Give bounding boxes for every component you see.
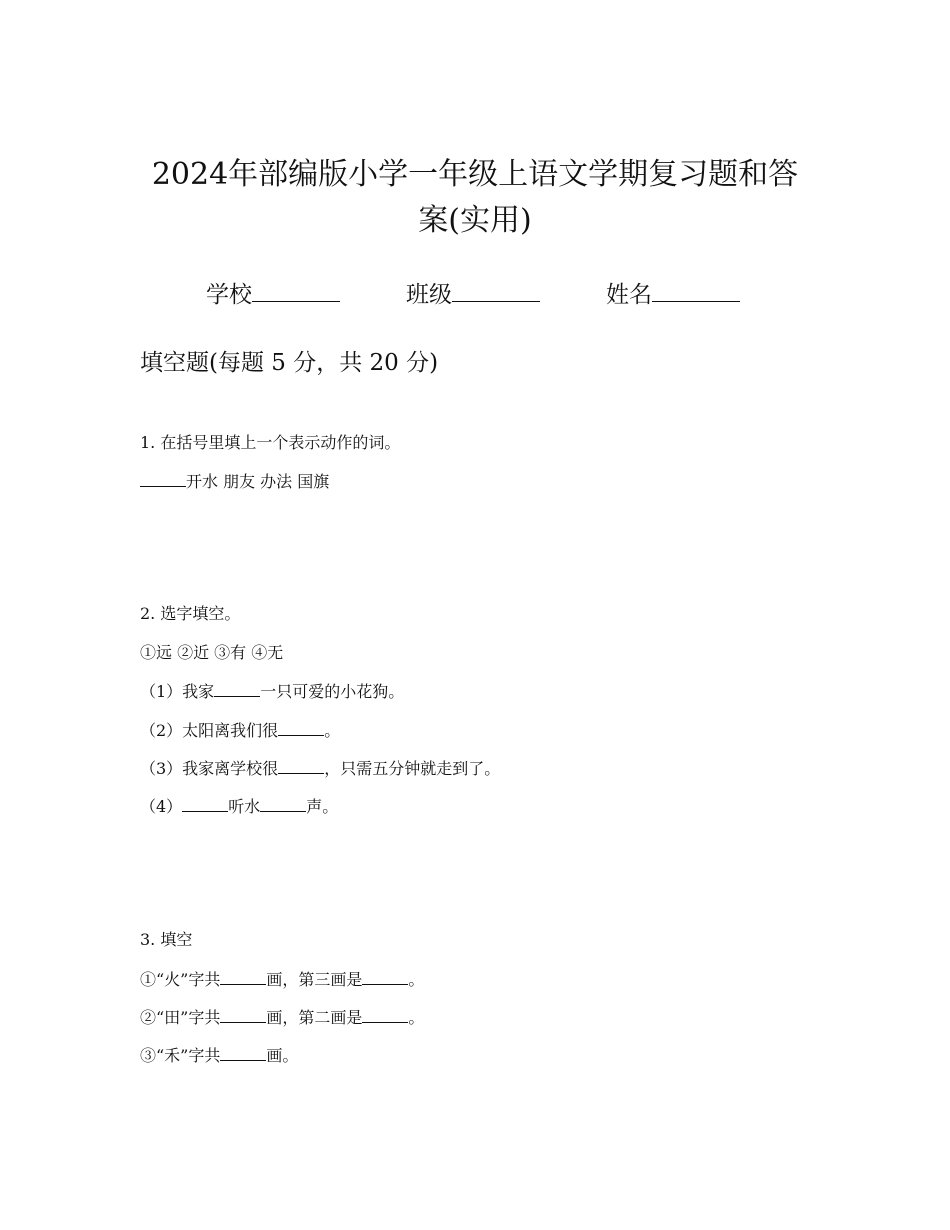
q2-s1-text-b: 一只可爱的小花狗。 [260, 682, 405, 701]
q2-s2-text-b: 。 [324, 721, 341, 740]
class-blank[interactable] [452, 277, 540, 302]
q3-l1-blank-1[interactable] [220, 968, 266, 985]
q3-line-2 [140, 1006, 424, 1029]
q2-sentence-2 [140, 719, 340, 742]
q3-l1-text-c: 。 [408, 970, 425, 989]
q2-sentence-1 [140, 680, 404, 703]
q2-options: ①远 ②近 ③有 ④无 [140, 643, 284, 662]
q2-s1-text-a: （1）我家 [140, 682, 215, 701]
class-label: 班级 [406, 282, 452, 308]
section-header: 填空题(每题 5 分，共 20 分) [140, 350, 439, 376]
q3-line-3 [140, 1044, 298, 1067]
q2-s4-blank-2[interactable] [260, 795, 306, 812]
q1-words: 开水 朋友 办法 国旗 [186, 472, 330, 491]
q2-s4-text-a: （4） [140, 797, 183, 816]
q2-s2-text-a: （2）太阳离我们很 [140, 721, 279, 740]
q3-line-1 [140, 968, 424, 991]
q3-title: 3. 填空 [140, 930, 193, 949]
q2-s3-text-a: （3）我家离学校很 [140, 759, 279, 778]
school-label: 学校 [206, 282, 252, 308]
student-info-row [0, 276, 950, 310]
class-field[interactable] [406, 276, 540, 309]
q2-s4-text-c: 声。 [306, 797, 339, 816]
q2-sentence-4 [140, 795, 338, 818]
q3-l2-text-a: ②“田”字共 [140, 1008, 221, 1027]
name-label: 姓名 [606, 282, 652, 308]
q1-line [140, 470, 329, 493]
q3-l2-blank-2[interactable] [362, 1006, 408, 1023]
document-title [120, 152, 830, 244]
q2-s3-blank[interactable] [278, 757, 324, 774]
q2-s4-text-b: 听水 [228, 797, 261, 816]
q3-l1-text-b: 画，第三画是 [266, 970, 363, 989]
q2-s2-blank[interactable] [278, 719, 324, 736]
name-field[interactable] [606, 276, 740, 309]
q2-s1-blank[interactable] [214, 680, 260, 697]
q2-sentence-3 [140, 757, 500, 780]
q2-s3-text-b: ，只需五分钟就走到了。 [324, 759, 501, 778]
q2-s4-blank-1[interactable] [182, 795, 228, 812]
q3-l3-blank[interactable] [220, 1044, 266, 1061]
q3-l1-text-a: ①“火”字共 [140, 970, 221, 989]
q3-l3-text-b: 画。 [266, 1046, 299, 1065]
title-line-2: 案(实用) [418, 203, 532, 238]
school-field[interactable] [206, 276, 340, 309]
q3-l2-blank-1[interactable] [220, 1006, 266, 1023]
q3-l1-blank-2[interactable] [362, 968, 408, 985]
name-blank[interactable] [652, 277, 740, 302]
school-blank[interactable] [252, 277, 340, 302]
q1-title: 1. 在括号里填上一个表示动作的词。 [140, 433, 401, 452]
q2-title: 2. 选字填空。 [140, 604, 241, 623]
q1-blank[interactable] [140, 470, 186, 487]
q3-l3-text-a: ③“禾”字共 [140, 1046, 221, 1065]
q3-l2-text-b: 画，第二画是 [266, 1008, 363, 1027]
title-line-1: 2024年部编版小学一年级上语文学期复习题和答 [151, 157, 799, 192]
q3-l2-text-c: 。 [408, 1008, 425, 1027]
